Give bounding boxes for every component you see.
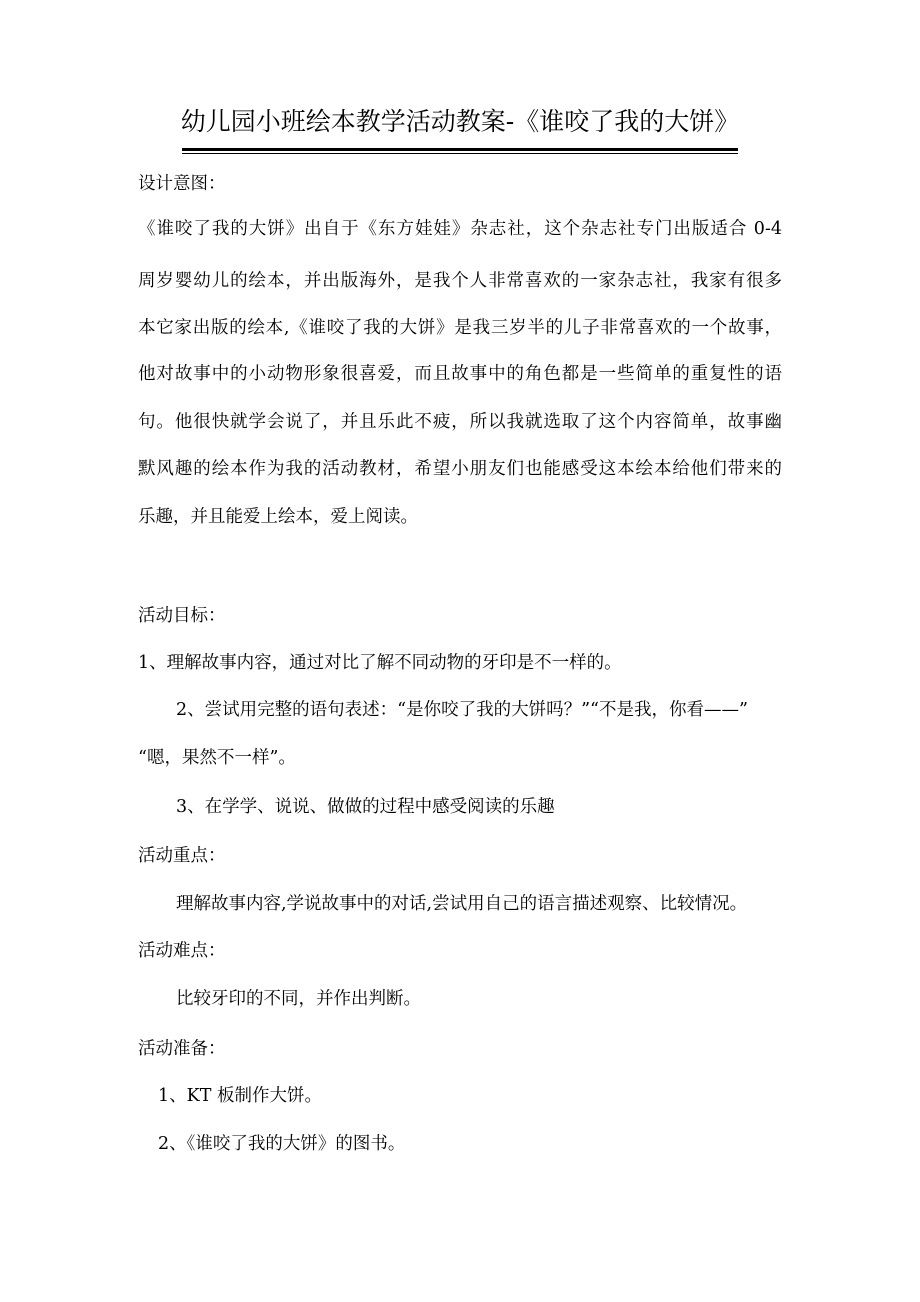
goal-item-3: 3、在学学、说说、做做的过程中感受阅读的乐趣 bbox=[176, 797, 555, 817]
design-intent-line: 本它家出版的绘本,《谁咬了我的大饼》是我三岁半的儿子非常喜欢的一个故事， bbox=[138, 318, 782, 338]
document-title: 幼儿园小班绘本教学活动教案-《谁咬了我的大饼》 bbox=[180, 107, 740, 136]
design-intent-line: 他对故事中的小动物形象很喜爱，而且故事中的角色都是一些简单的重复性的语 bbox=[138, 364, 782, 384]
design-intent-line: 乐趣，并且能爱上绘本，爱上阅读。 bbox=[138, 507, 418, 527]
preparation-item-1: 1、KT 板制作大饼。 bbox=[158, 1086, 322, 1106]
design-intent-line: 句。他很快就学会说了，并且乐此不疲，所以我就选取了这个内容简单，故事幽 bbox=[138, 412, 782, 432]
design-intent-line: 默风趣的绘本作为我的活动教材，希望小朋友们也能感受这本绘本给他们带来的 bbox=[138, 459, 782, 479]
goals-heading: 活动目标： bbox=[138, 606, 226, 626]
goal-item-1: 1、理解故事内容，通过对比了解不同动物的牙印是不一样的。 bbox=[138, 653, 622, 673]
title-underline-thin bbox=[182, 153, 738, 154]
key-point-heading: 活动重点： bbox=[138, 846, 226, 866]
preparation-heading: 活动准备： bbox=[138, 1039, 226, 1059]
design-intent-heading: 设计意图： bbox=[138, 174, 226, 194]
design-intent-line: 《谁咬了我的大饼》出自于《东方娃娃》杂志社，这个杂志社专门出版适合 0-4 bbox=[138, 219, 782, 239]
title-underline-thick bbox=[182, 148, 738, 151]
goal-item-2: 2、尝试用完整的语句表述：“是你咬了我的大饼吗？”“不是我，你看——” bbox=[176, 700, 748, 720]
key-point-text: 理解故事内容,学说故事中的对话,尝试用自己的语言描述观察、比较情况。 bbox=[176, 894, 748, 914]
difficulty-heading: 活动难点： bbox=[138, 941, 226, 961]
design-intent-line: 周岁婴幼儿的绘本，并出版海外，是我个人非常喜欢的一家杂志社，我家有很多 bbox=[138, 271, 782, 291]
preparation-item-2: 2、《谁咬了我的大饼》的图书。 bbox=[158, 1134, 406, 1154]
difficulty-text: 比较牙印的不同，并作出判断。 bbox=[176, 989, 421, 1009]
goal-item-2-continued: “嗯，果然不一样”。 bbox=[138, 748, 296, 768]
